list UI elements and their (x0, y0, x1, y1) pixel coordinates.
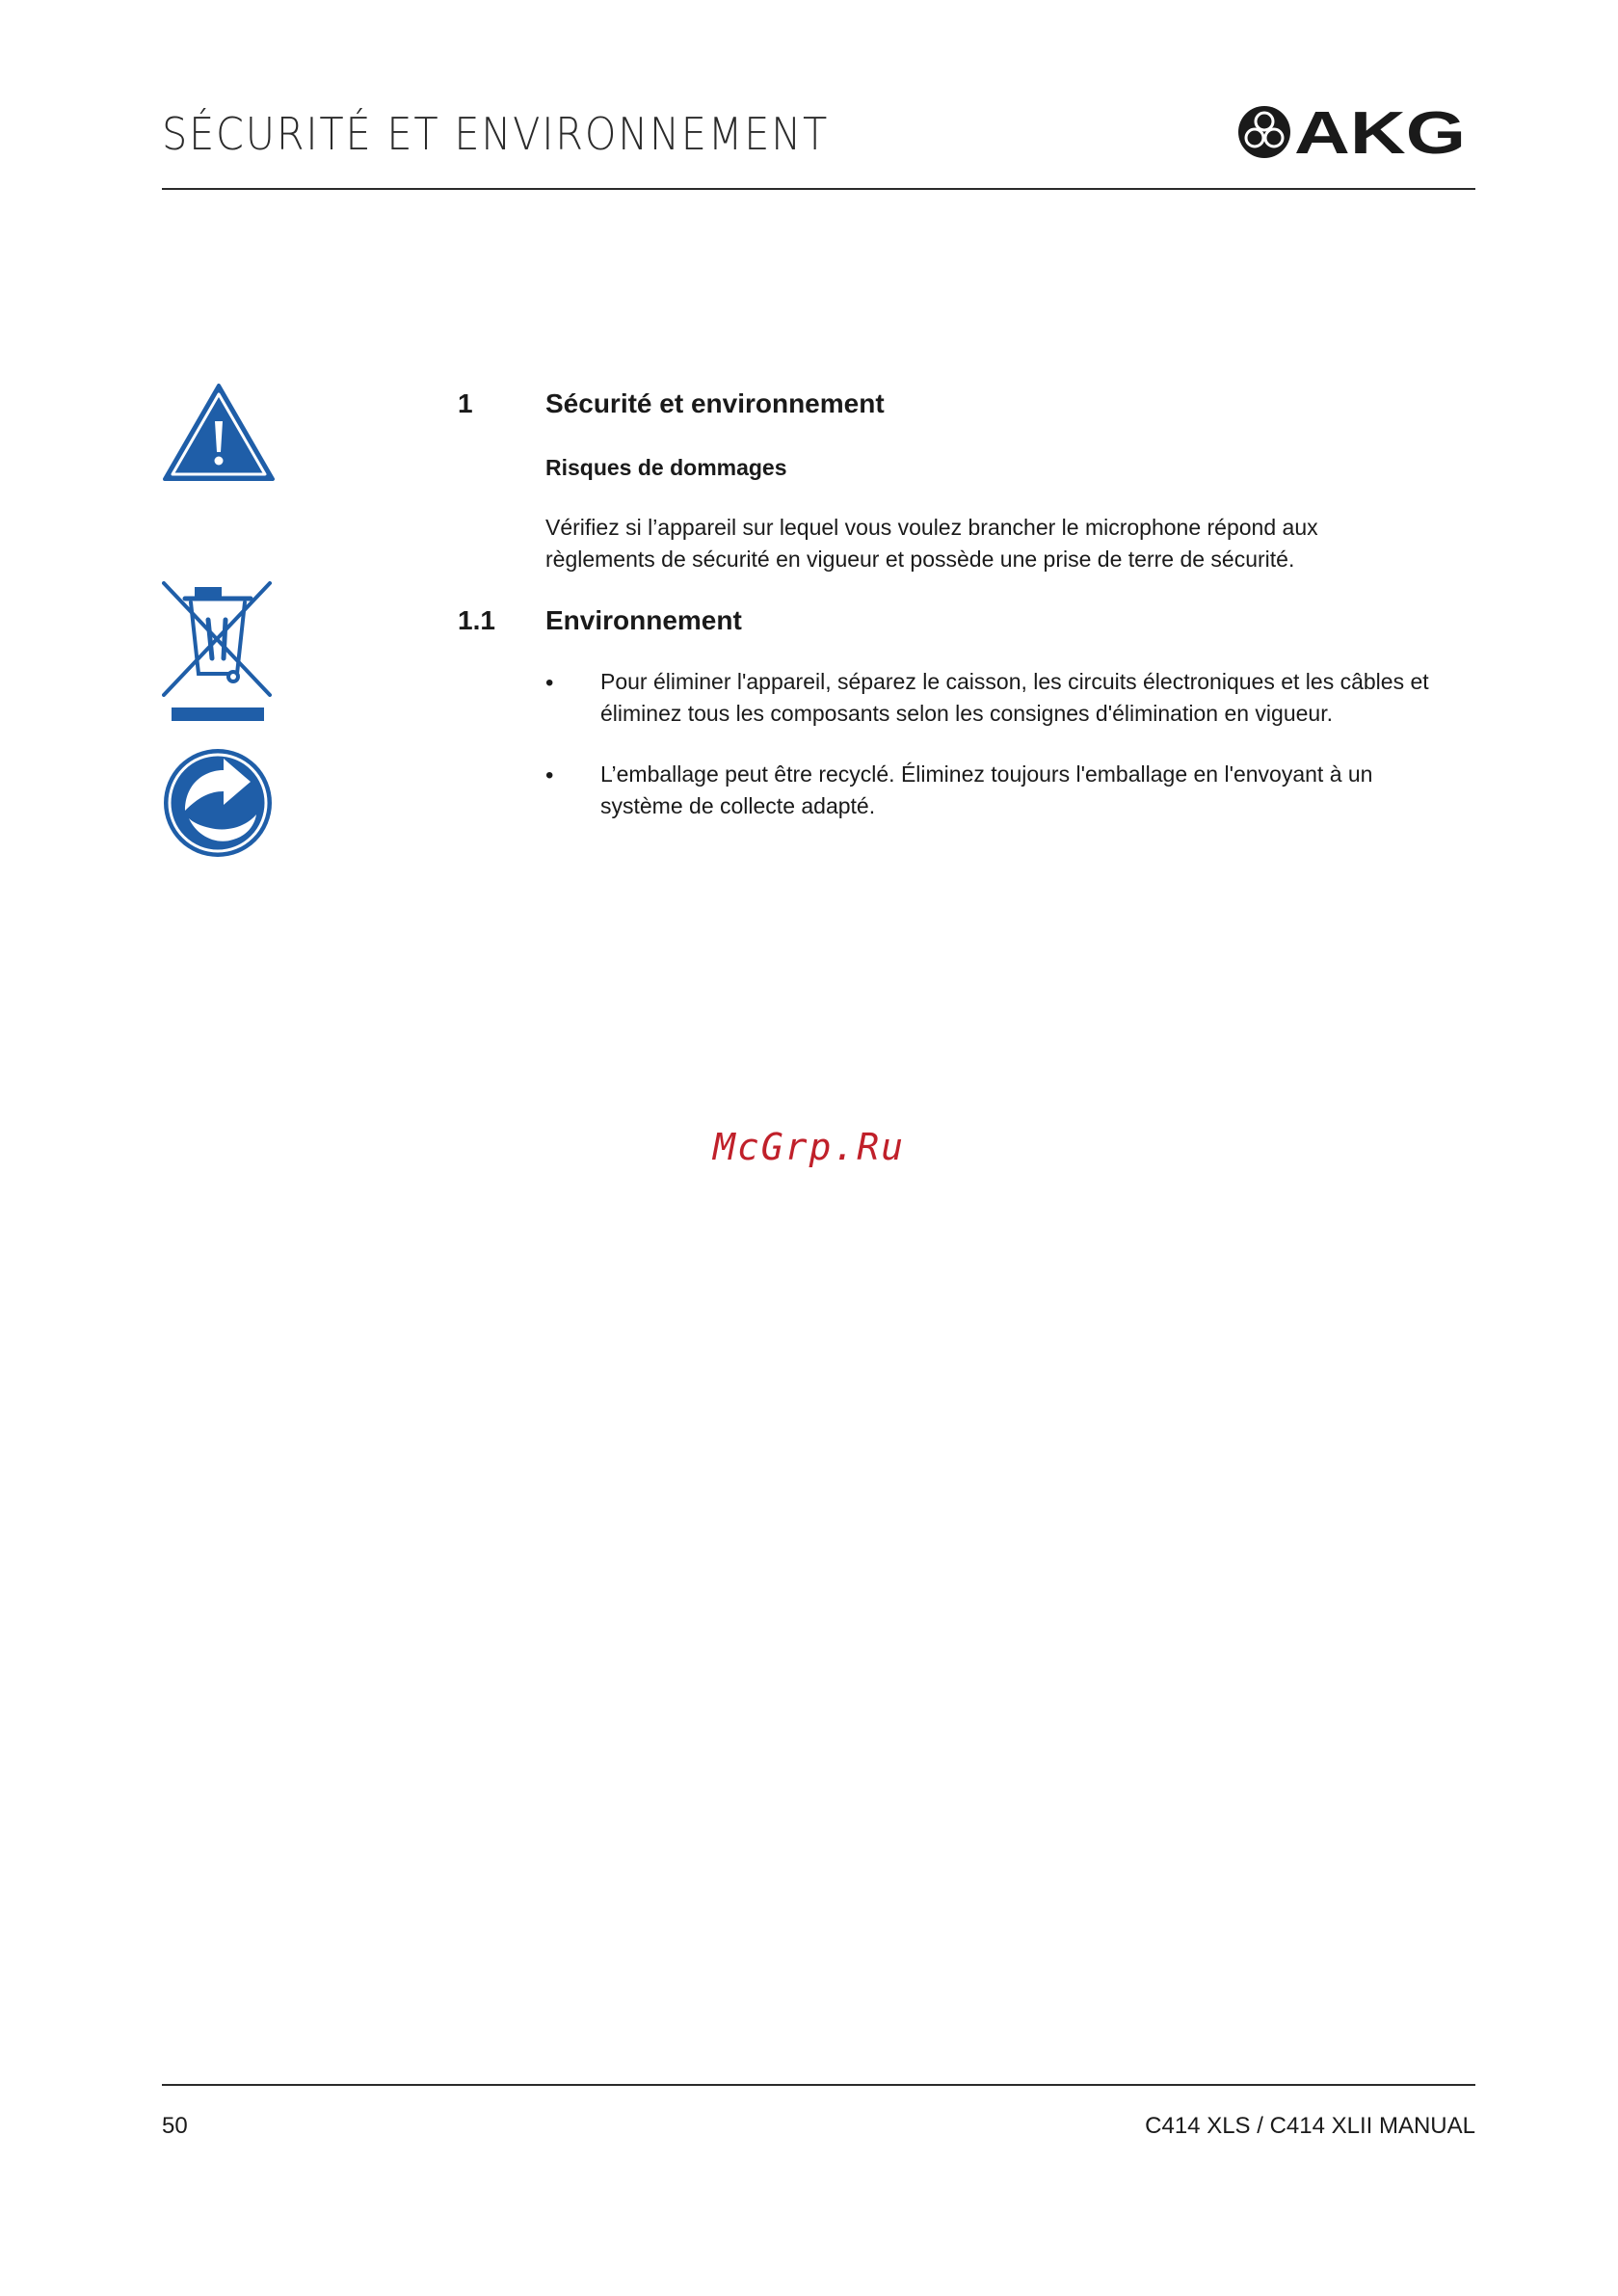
manual-title: C414 XLS / C414 XLII MANUAL (1145, 2113, 1475, 2139)
watermark-text: McGrp.Ru (712, 1126, 906, 1168)
crossed-out-bin-icon (162, 581, 276, 721)
page-number: 50 (162, 2113, 188, 2139)
warning-triangle-icon (162, 383, 276, 483)
bullet-line: Pour éliminer l'appareil, séparez le caisson, les circuits électroniques et les câbles et (600, 669, 1429, 694)
bullet-dot: • (545, 670, 554, 696)
page-header-title: SÉCURITÉ ET ENVIRONNEMENT (162, 108, 830, 160)
paragraph-line: Vérifiez si l’appareil sur lequel vous voulez brancher le microphone répond aux (545, 515, 1318, 540)
footer-divider (162, 2084, 1475, 2086)
subsection-title: Risques de dommages (545, 455, 787, 480)
akg-logo-text: AKG (1294, 104, 1466, 160)
bullet-line: éliminez tous les composants selon les consignes d'élimination en vigueur. (600, 701, 1333, 726)
section-title: Environnement (545, 605, 742, 635)
section-number: 1 (458, 388, 473, 418)
paragraph-line: règlements de sécurité en vigueur et possède une prise de terre de sécurité. (545, 547, 1295, 572)
bullet-dot: • (545, 762, 554, 788)
section-title: Sécurité et environnement (545, 388, 885, 418)
header-divider (162, 188, 1475, 190)
safety-paragraph (545, 512, 1471, 575)
green-dot-recycle-icon (162, 747, 274, 859)
bullet-item (600, 666, 1525, 730)
bullet-line: L’emballage peut être recyclé. Éliminez toujours l'emballage en l'envoyant à un (600, 761, 1373, 787)
bullet-line: système de collecte adapté. (600, 793, 876, 818)
section-number: 1.1 (458, 605, 495, 635)
akg-logo (1236, 104, 1475, 160)
bullet-item (600, 759, 1525, 822)
